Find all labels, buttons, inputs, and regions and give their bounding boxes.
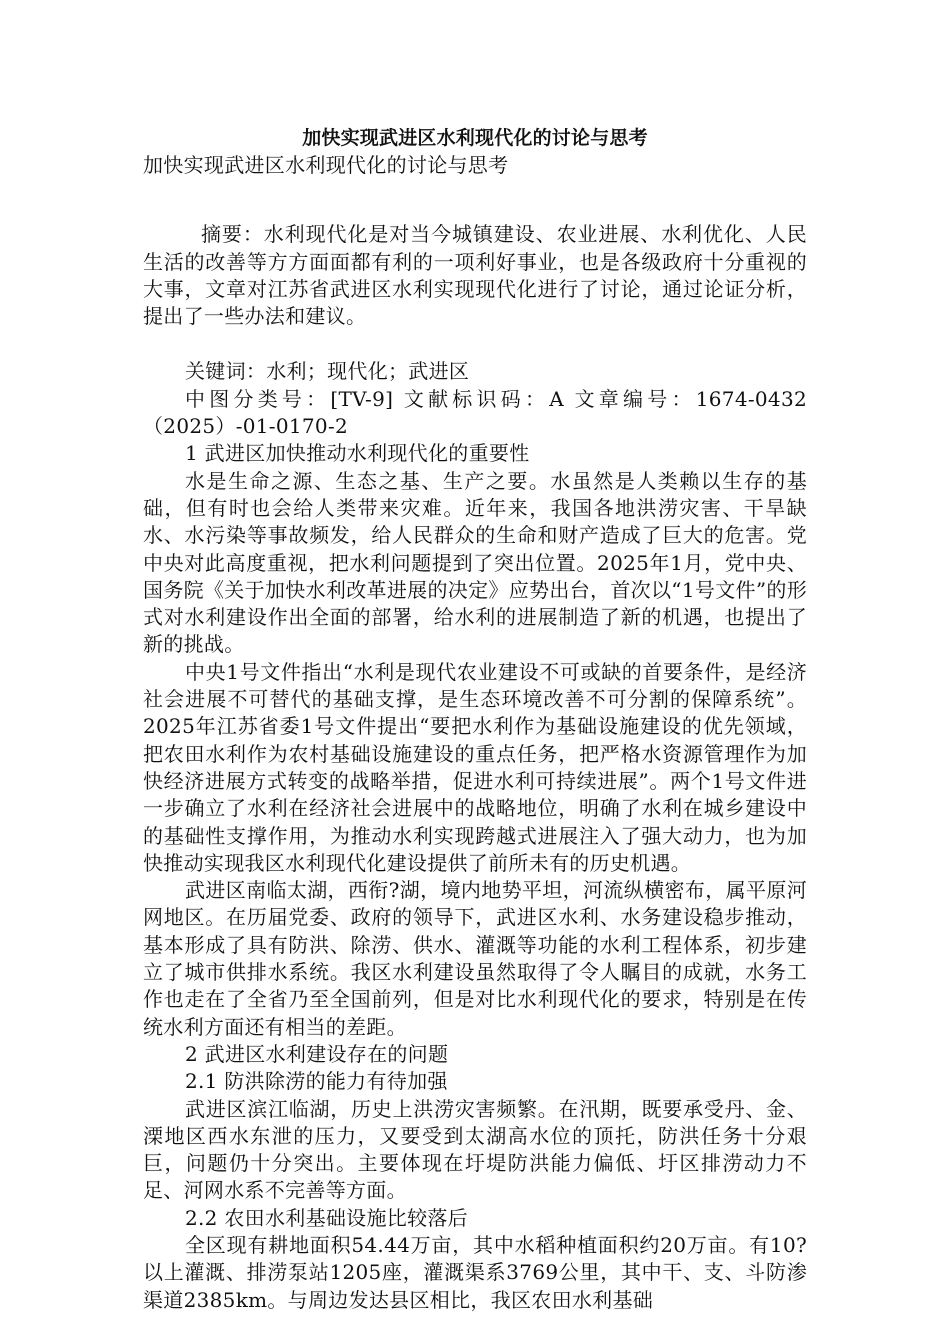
subsection-heading: 2.1 防洪除涝的能力有待加强 — [185, 1069, 448, 1094]
body-paragraph: 武进区滨江临湖，历史上洪涝灾害频繁。在汛期，既要承受丹、金、溧地区西水东泄的压力，又要受到太湖高水位的顶托，防洪任务十分艰巨，问题仍十分突出。主要体现在圩堤防洪能力偏低、圩区排涝动力不足、河网水系不完善等方面。 — [143, 1096, 807, 1203]
body-paragraph: 中央1号文件指出“水利是现代农业建设不可或缺的首要条件，是经济社会进展不可替代的基础支撑，是生态环境改善不可分割的保障系统”。2025年江苏省委1号文件提出“要把水利作为基础设施建设的优先领域，把农田水利作为农村基础设施建设的重点任务，把严格水资源管理作为加快经济进展方式转变的战略举措，促进水利可持续进展”。两个1号文件进一步确立了水利在经济社会进展中的战略地位，明确了水利在城乡建设中的基础性支撑作用，为推动水利实现跨越式进展注入了强大动力，也为加快推动实现我区水利现代化建设提供了前所未有的历史机遇。 — [143, 659, 807, 875]
subsection-heading: 2.2 农田水利基础设施比较落后 — [185, 1205, 468, 1230]
classification-line: 中图分类号：[TV-9] 文献标识码：A 文章编号：1674-0432（2025）-01-0170-2 — [143, 386, 807, 439]
keywords-line: 关键词：水利；现代化；武进区 — [185, 359, 470, 384]
abstract-paragraph: 摘要：水利现代化是对当今城镇建设、农业进展、水利优化、人民生活的改善等方方面面都有利的一项利好事业，也是各级政府十分重视的大事，文章对江苏省武进区水利实现现代化进行了讨论，通过论证分析，提出了一些办法和建议。 — [143, 222, 807, 329]
section-heading: 2 武进区水利建设存在的问题 — [185, 1041, 449, 1066]
body-paragraph: 全区现有耕地面积54.44万亩，其中水稻种植面积约20万亩。有10?以上灌溉、排涝泵站1205座，灌溉渠系3769公里，其中干、支、斗防渗渠道2385km。与周边发达县区相比，我区农田水利基础 — [143, 1232, 807, 1312]
section-heading: 1 武进区加快推动水利现代化的重要性 — [185, 441, 530, 466]
spacer — [143, 330, 807, 358]
document-page — [143, 124, 807, 1314]
body-paragraph: 武进区南临太湖，西衔?湖，境内地势平坦，河流纵横密布，属平原河网地区。在历届党委、政府的领导下，武进区水利、水务建设稳步推动，基本形成了具有防洪、除涝、供水、灌溉等功能的水利工程体系，初步建立了城市供排水系统。我区水利建设虽然取得了令人瞩目的成就，水务工作也走在了全省乃至全国前列，但是对比水利现代化的要求，特别是在传统水利方面还有相当的差距。 — [143, 878, 807, 1039]
document-title: 加快实现武进区水利现代化的讨论与思考 — [302, 127, 648, 149]
body-paragraph: 水是生命之源、生态之基、生产之要。水虽然是人类赖以生存的基础，但有时也会给人类带来灾难。近年来，我国各地洪涝灾害、干旱缺水、水污染等事故频发，给人民群众的生命和财产造成了巨大的危害。党中央对此高度重视，把水利问题提到了突出位置。2025年1月，党中央、国务院《关于加快水利改革进展的决定》应势出台，首次以“1号文件”的形式对水利建设作出全面的部署，给水利的进展制造了新的机遇，也提出了新的挑战。 — [143, 468, 807, 657]
document-subtitle: 加快实现武进区水利现代化的讨论与思考 — [143, 153, 509, 177]
spacer — [143, 179, 807, 221]
